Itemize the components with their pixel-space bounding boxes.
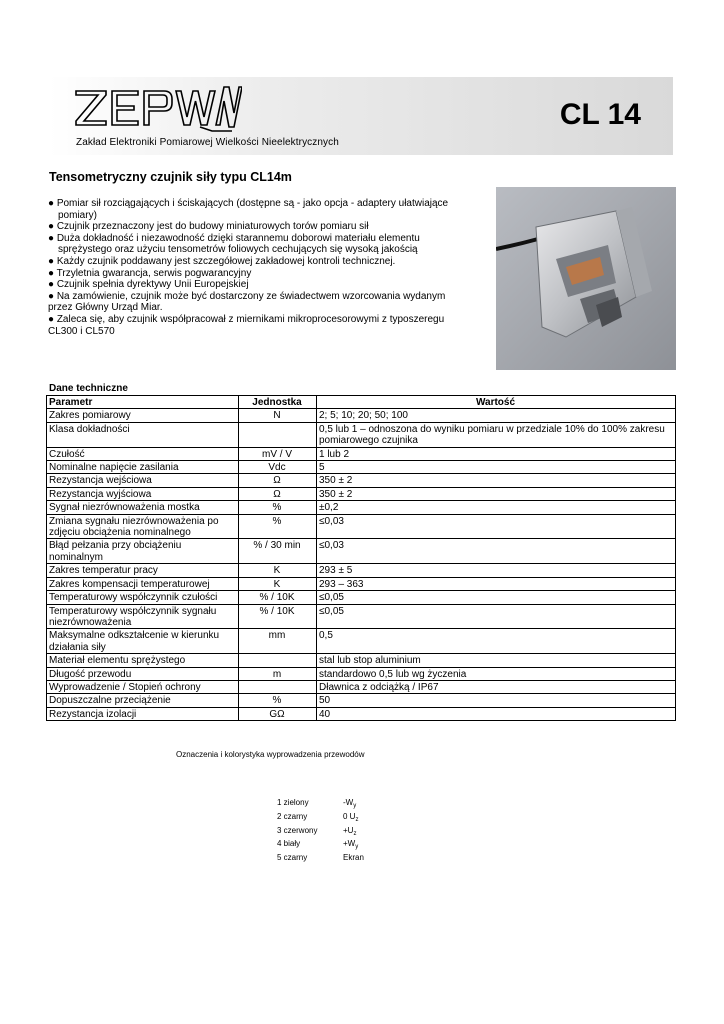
wire-signal: Ekran (343, 853, 364, 863)
unit-cell: Ω (239, 487, 317, 500)
value-cell: ≤0,03 (317, 514, 676, 539)
list-item: ● Pomiar sił rozciągających i ściskających (dostępne są - jako opcja - adaptery ułatwiające pomiary) (48, 198, 449, 221)
parametr-cell: Temperaturowy współczynnik sygnału niezrównoważenia (47, 604, 239, 629)
wire-signal: $+U_z$ (343, 825, 357, 837)
unit-cell: m (239, 667, 317, 680)
value-cell: 1 lub 2 (317, 447, 676, 460)
value-cell: 293 – 363 (317, 577, 676, 590)
parametr-cell: Długość przewodu (47, 667, 239, 680)
product-photo (496, 187, 676, 370)
model-number: CL 14 (559, 98, 641, 131)
table-row (47, 474, 676, 487)
table-row (47, 487, 676, 500)
value-cell: 350 ± 2 (317, 474, 676, 487)
spec-table (46, 395, 676, 721)
wire-label: 5 czarny (277, 853, 308, 863)
unit-cell (239, 422, 317, 447)
table-row (47, 422, 676, 447)
table-row (47, 604, 676, 629)
parametr-cell: Zmiana sygnału niezrównoważenia po zdjęciu obciążenia nominalnego (47, 514, 239, 539)
parametr-cell: Rezystancja wejściowa (47, 474, 239, 487)
value-cell: 5 (317, 461, 676, 474)
table-row (47, 501, 676, 514)
value-cell: 40 (317, 707, 676, 720)
table-row (47, 629, 676, 654)
parametr-cell: Maksymalne odkształcenie w kierunku działania siły (47, 629, 239, 654)
parametr-cell: Wyprowadzenie / Stopień ochrony (47, 680, 239, 693)
unit-cell (239, 654, 317, 667)
feature-list (49, 198, 489, 337)
value-cell: ≤0,05 (317, 604, 676, 629)
table-row (47, 680, 676, 693)
company-name: Zakład Elektroniki Pomiarowej Wielkości Nieelektrycznych (76, 137, 339, 148)
value-cell: 2; 5; 10; 20; 50; 100 (317, 409, 676, 422)
wire-label: 4 biały (277, 839, 301, 849)
list-item: ● Duża dokładność i niezawodność dzięki starannemu doborowi materiału elementu sprężystego oraz użyciu tensometrów foliowych cechujących się wysoką jakością (48, 232, 420, 256)
value-cell: Dławnica z odciążką / IP67 (317, 680, 676, 693)
wire-row (277, 853, 364, 867)
value-cell: standardowo 0,5 lub wg życzenia (317, 667, 676, 680)
unit-cell: % (239, 501, 317, 514)
list-item: ● Zaleca się, aby czujnik współpracował z miernikami mikroprocesorowymi z typoszeregu CL300 i CL570 (48, 313, 445, 337)
unit-cell: mm (239, 629, 317, 654)
table-row (47, 591, 676, 604)
unit-cell: % / 10K (239, 604, 317, 629)
wire-row (277, 826, 364, 840)
unit-cell: % / 10K (239, 591, 317, 604)
table-row (47, 667, 676, 680)
parametr-cell: Rezystancja wyjściowa (47, 487, 239, 500)
parametr-cell: Błąd pełzania przy obciążeniu nominalnym (47, 539, 239, 564)
wire-label: 3 czerwony (277, 825, 318, 835)
table-row (47, 564, 676, 577)
list-item: ● Trzyletnia gwarancja, serwis pogwarancyjny (48, 267, 252, 279)
wiring-list (277, 798, 364, 867)
table-row (47, 409, 676, 422)
value-cell: 350 ± 2 (317, 487, 676, 500)
value-cell: ±0,2 (317, 501, 676, 514)
parametr-cell: Rezystancja izolacji (47, 707, 239, 720)
unit-cell: % (239, 514, 317, 539)
unit-cell: % / 30 min (239, 539, 317, 564)
list-item: ● Każdy czujnik poddawany jest szczegółowej zakładowej kontroli technicznej. (48, 255, 396, 267)
product-title: Tensometryczny czujnik siły typu CL14m (49, 170, 292, 184)
table-row (47, 461, 676, 474)
wiring-caption: Oznaczenia i kolorystyka wyprowadzenia przewodów (176, 750, 365, 759)
wire-row (277, 839, 364, 853)
zepwn-logo (74, 83, 242, 135)
parametr-cell: Zakres pomiarowy (47, 409, 239, 422)
wire-signal: 0 $U_z$ (343, 811, 359, 823)
wire-label: 2 czarny (277, 811, 308, 821)
parametr-cell: Dopuszczalne przeciążenie (47, 694, 239, 707)
table-row (47, 577, 676, 590)
parametr-cell: Klasa dokładności (47, 422, 239, 447)
wire-signal: $-W_y$ (343, 798, 357, 809)
value-cell: 0,5 (317, 629, 676, 654)
wire-label: 1 zielony (277, 798, 309, 807)
parametr-cell: Materiał elementu sprężystego (47, 654, 239, 667)
unit-cell: K (239, 564, 317, 577)
value-cell: 50 (317, 694, 676, 707)
unit-cell: % (239, 694, 317, 707)
header-parametr: Parametr (47, 396, 239, 409)
value-cell: ≤0,05 (317, 591, 676, 604)
unit-cell: Vdc (239, 461, 317, 474)
list-item: ● Czujnik spełnia dyrektywy Unii Europejskiej (48, 279, 249, 291)
header-jednostka: Jednostka (239, 396, 317, 409)
list-item: ● Czujnik przeznaczony jest do budowy miniaturowych torów pomiaru sił (48, 221, 369, 233)
parametr-cell: Zakres temperatur pracy (47, 564, 239, 577)
header-wartosc: Wartość (317, 396, 676, 409)
unit-cell (239, 680, 317, 693)
unit-cell: K (239, 577, 317, 590)
unit-cell: GΩ (239, 707, 317, 720)
parametr-cell: Czułość (47, 447, 239, 460)
parametr-cell: Sygnał niezrównoważenia mostka (47, 501, 239, 514)
parametr-cell: Temperaturowy współczynnik czułości (47, 591, 239, 604)
table-row (47, 447, 676, 460)
table-row (47, 707, 676, 720)
unit-cell: mV / V (239, 447, 317, 460)
wire-signal: $+W_y$ (343, 839, 359, 851)
value-cell: 293 ± 5 (317, 564, 676, 577)
value-cell: stal lub stop aluminium (317, 654, 676, 667)
table-header-row (47, 396, 676, 409)
table-row (47, 654, 676, 667)
value-cell: 0,5 lub 1 – odnoszona do wyniku pomiaru w przedziale 10% do 100% zakresu pomiarowego czujnika (317, 422, 676, 447)
wire-row (277, 798, 364, 812)
spec-title: Dane techniczne (49, 383, 128, 394)
unit-cell: Ω (239, 474, 317, 487)
list-item: ● Na zamówienie, czujnik może być dostarczony ze świadectwem wzorcowania wydanym przez Główny Urząd Miar. (48, 290, 446, 314)
table-row (47, 694, 676, 707)
table-row (47, 539, 676, 564)
parametr-cell: Zakres kompensacji temperaturowej (47, 577, 239, 590)
table-row (47, 514, 676, 539)
wire-row (277, 812, 364, 826)
parametr-cell: Nominalne napięcie zasilania (47, 461, 239, 474)
unit-cell: N (239, 409, 317, 422)
value-cell: ≤0,03 (317, 539, 676, 564)
